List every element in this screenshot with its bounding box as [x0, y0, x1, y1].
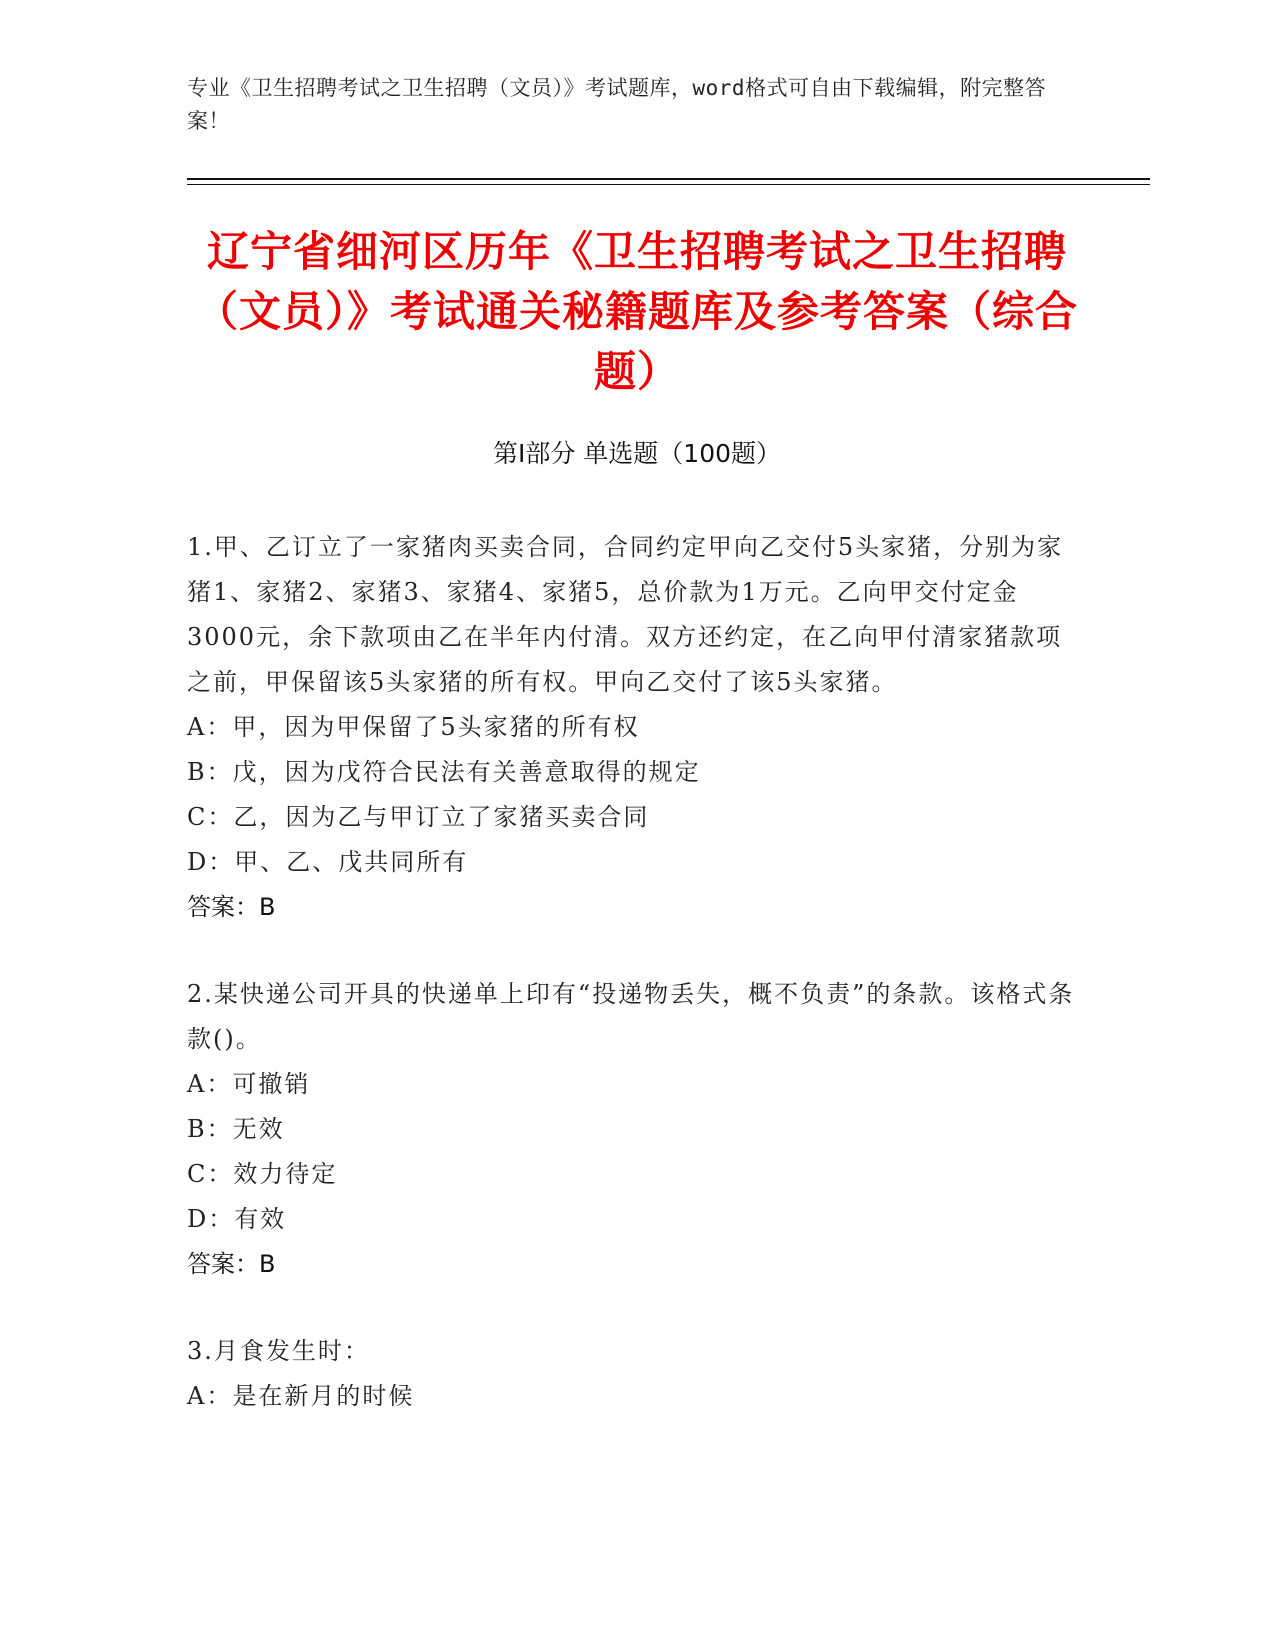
document-title: 辽宁省细河区历年《卫生招聘考试之卫生招聘（文员）》考试通关秘籍题库及参考答案（综合题）	[195, 227, 1078, 396]
option-d: D：有效	[187, 1205, 287, 1233]
question-stem: 1.甲、乙订立了一家猪肉买卖合同，合同约定甲向乙交付5头家猪，分别为家猪1、家猪2、家猪3、家猪4、家猪5，总价款为1万元。乙向甲交付定金3000元，余下款项由乙在半年内付清。双方还约定，在乙向甲付清家猪款项之前，甲保留该5头家猪的所有权。甲向乙交付了该5头家猪。	[187, 533, 1064, 696]
option-b: B：戊，因为戊符合民法有关善意取得的规定	[187, 758, 701, 786]
header-divider-thin	[187, 184, 1150, 185]
question-stem: 2.某快递公司开具的快递单上印有“投递物丢失，概不负责”的条款。该格式条款()。	[187, 980, 1075, 1053]
question-stem: 3.月食发生时：	[187, 1337, 370, 1365]
answer-prefix: 答案：	[187, 893, 259, 921]
option-a: A：是在新月的时候	[187, 1382, 415, 1410]
answer-prefix: 答案：	[187, 1250, 259, 1278]
option-d: D：甲、乙、戊共同所有	[187, 848, 469, 876]
option-c: C：乙，因为乙与甲订立了家猪买卖合同	[187, 803, 650, 831]
question-1	[187, 525, 1087, 930]
option-b: B：无效	[187, 1115, 285, 1143]
option-a: A：甲，因为甲保留了5头家猪的所有权	[187, 713, 640, 741]
question-list	[187, 525, 1087, 1461]
question-3	[187, 1329, 1087, 1419]
answer-value: B	[259, 1250, 276, 1278]
header-divider-thick	[187, 178, 1150, 180]
header-note: 专业《卫生招聘考试之卫生招聘（文员）》考试题库，word格式可自由下载编辑，附完整答案！	[187, 76, 1047, 133]
question-2	[187, 972, 1087, 1287]
answer-value: B	[259, 893, 276, 921]
section-heading: 第Ⅰ部分 单选题（100题）	[492, 439, 782, 468]
answer-line	[187, 1242, 1087, 1287]
answer-line	[187, 885, 1087, 930]
option-a: A：可撤销	[187, 1070, 311, 1098]
option-c: C：效力待定	[187, 1160, 338, 1188]
